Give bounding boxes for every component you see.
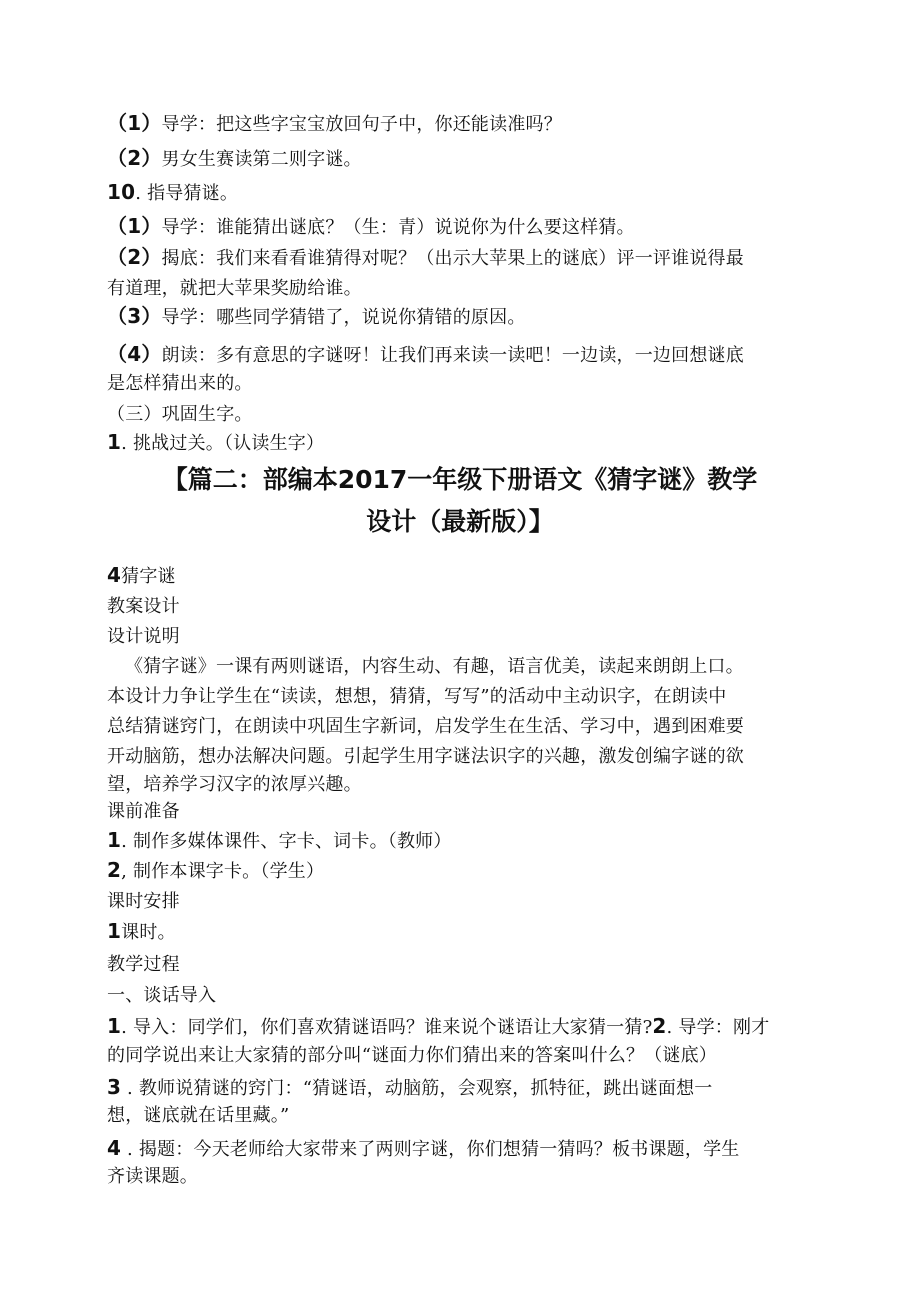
item-text: 教学过程 (107, 954, 180, 975)
paragraph-line-4: 开动脑筋，想办法解决问题。引起学生用字谜法识字的兴趣，激发创编字谜的欲 (107, 746, 744, 767)
process-item-1 (107, 1015, 817, 1039)
step-9-2 (107, 147, 817, 171)
process-item-3-cont (107, 1105, 817, 1127)
item-text: 课前准备 (107, 801, 180, 822)
paragraph-line-5: 望，培养学习汉字的浓厚兴趣。 (107, 774, 362, 795)
item-text: 朗读：多有意思的字谜呀！让我们再来读一读吧！一边读，一边回想谜底 (161, 345, 744, 366)
item-text: 猜字谜 (121, 566, 176, 587)
heading-process (107, 954, 817, 976)
prep-item-1 (107, 829, 817, 853)
step-10 (107, 181, 817, 205)
item-number: （4） (107, 342, 162, 366)
step-10-4 (107, 343, 817, 367)
step-10-2 (107, 246, 817, 270)
item-text: . 挑战过关。（认读生字） (121, 433, 325, 454)
prep-item-2 (107, 859, 817, 883)
item-text: 是怎样猜出来的。 (107, 373, 253, 394)
process-item-4 (107, 1137, 817, 1161)
item-text: 设计说明 (107, 626, 180, 647)
item-number: （2） (107, 146, 162, 170)
item-text: 导学：把这些字宝宝放回句子中，你还能读准吗？ (161, 114, 562, 135)
section-heading: 一、谈话导入 (107, 985, 217, 1006)
item-text: 男女生赛读第二则字谜。 (161, 149, 362, 170)
item-text: . 揭题：今天老师给大家带来了两则字谜，你们想猜一猜吗？板书课题，学生 (121, 1139, 740, 1160)
section-intro (107, 985, 817, 1007)
item-number: 1 (107, 1014, 122, 1038)
item-number: 2 (107, 858, 122, 882)
item-text: , 制作本课字卡。（学生） (121, 861, 325, 882)
paragraph-line-3: 总结猜谜窍门，在朗读中巩固生字新词，启发学生在生活、学习中，遇到困难要 (107, 716, 744, 737)
item-number: 3 (107, 1075, 122, 1099)
item-number: （2） (107, 245, 162, 269)
item-number: （1） (107, 111, 162, 135)
item-text: . 教师说猜谜的窍门：“猜谜语，动脑筋，会观察，抓特征，跳出谜面想一 (121, 1078, 713, 1099)
item-number: （1） (107, 214, 162, 238)
step-10-3 (107, 305, 817, 329)
item-text: . 导学：刚才 (666, 1017, 770, 1038)
item-text: . 指导猜谜。 (135, 183, 239, 204)
item-text: 的同学说出来让大家猜的部分叫“谜面力你们猜出来的答案叫什么？（谜底） (107, 1045, 717, 1066)
section-consolidate (107, 404, 817, 426)
heading-preparation (107, 801, 817, 823)
item-text: . 导入：同学们，你们喜欢猜谜语吗？谁来说个谜语让大家猜一猜? (121, 1017, 653, 1038)
step-9-1 (107, 112, 817, 136)
item-number: 2 (652, 1014, 667, 1038)
step-10-1 (107, 215, 817, 239)
item-text: 有道理，就把大苹果奖励给谁。 (107, 278, 362, 299)
item-number: 10 (107, 180, 136, 204)
item-text: 导学：哪些同学猜错了，说说你猜错的原因。 (161, 307, 526, 328)
process-item-4-cont (107, 1166, 817, 1188)
section-heading: （三）巩固生字。 (107, 404, 253, 425)
item-text: 课时安排 (107, 891, 180, 912)
item-number: （3） (107, 304, 162, 328)
paragraph-line-2: 本设计力争让学生在“读读，想想，猜猜，写写”的活动中主动识字，在朗读中 (107, 686, 727, 707)
lesson-title (107, 564, 817, 588)
item-number: 1 (107, 430, 122, 454)
paragraph-line-1: 《猜字谜》一课有两则谜语，内容生动、有趣，语言优美，读起来朗朗上口。 (125, 656, 744, 677)
heading-design-notes (107, 626, 817, 648)
article-title-line-2: 设计（最新版）】 (366, 507, 554, 536)
step-10-4-cont (107, 373, 817, 395)
process-item-1-cont (107, 1045, 817, 1067)
article-title-line-1: 【篇二：部编本2017一年级下册语文《猜字谜》教学 (162, 465, 758, 494)
item-text: . 制作多媒体课件、字卡、词卡。（教师） (121, 831, 452, 852)
item-text: 齐读课题。 (107, 1166, 198, 1187)
heading-lesson-plan (107, 596, 817, 618)
item-text: 教案设计 (107, 596, 180, 617)
item-number: 4 (107, 1136, 122, 1160)
item-text: 揭底：我们来看看谁猜得对呢？（出示大苹果上的谜底）评一评谁说得最 (161, 248, 744, 269)
item-text: 课时。 (121, 922, 176, 943)
item-number: 1 (107, 919, 122, 943)
item-text: 导学：谁能猜出谜底？（生：青）说说你为什么要这样猜。 (161, 217, 635, 238)
step-10-2-cont (107, 278, 817, 300)
process-item-3 (107, 1076, 817, 1100)
item-text: 想，谜底就在话里藏。” (107, 1105, 290, 1126)
step-challenge (107, 431, 817, 455)
item-number: 1 (107, 828, 122, 852)
item-number: 4 (107, 563, 122, 587)
heading-schedule (107, 891, 817, 913)
schedule-item (107, 920, 817, 944)
